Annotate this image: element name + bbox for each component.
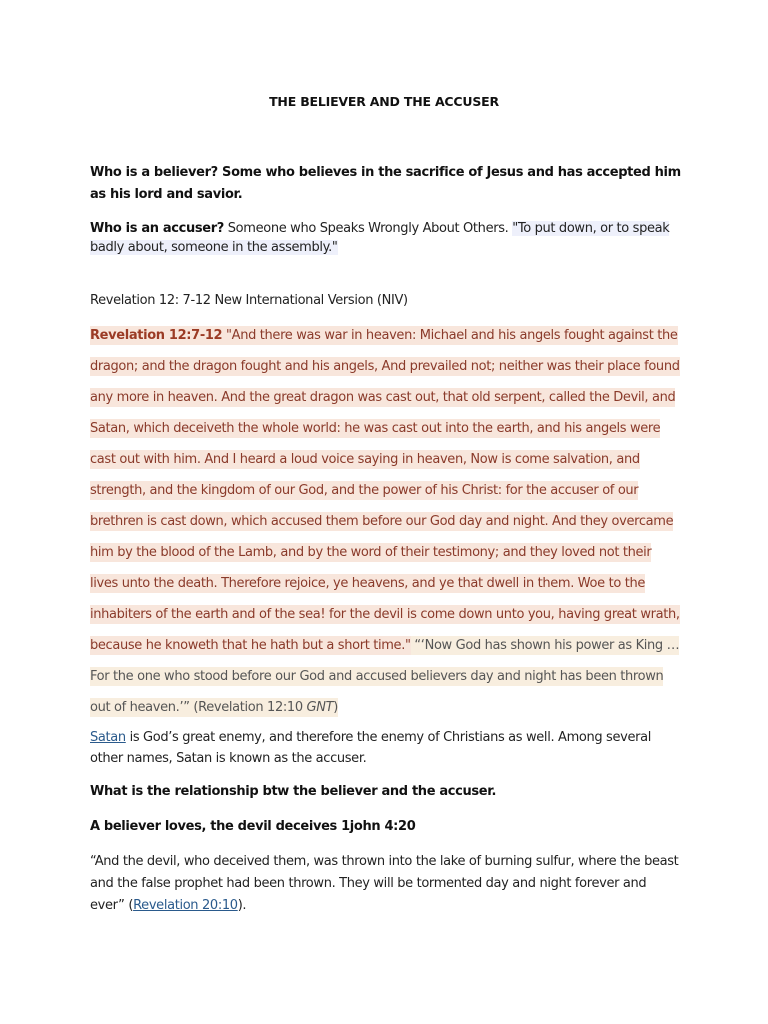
accuser-quote: "To put down, or to speak badly about, someone in the assembly." (90, 221, 670, 255)
gnt-text: “‘Now God has shown his power as King … For the one who stood before our God and accused believers day and night has been thrown out of heaven.’” (Revelation 12:10 (90, 638, 680, 715)
accuser-answer: Someone who Speaks Wrongly About Others. (223, 221, 513, 236)
accuser-question: Who is an accuser? (90, 221, 224, 236)
satan-text: is God’s great enemy, and therefore the enemy of Christians as well. Among several other names, Satan is known as the accuser. (90, 730, 651, 766)
closing-quote-text: “And the devil, who deceived them, was thrown into the lake of burning sulfur, where the beast and the false prophet had been thrown. They will be tormented day and night forever and ever” ( (90, 854, 679, 913)
gnt-version: GNT (306, 700, 334, 715)
scripture-highlight (90, 326, 680, 655)
scripture-passage (90, 320, 682, 723)
believer-answer: Some who believes in the sacrifice of Jesus and has accepted him as his lord and savior. (90, 165, 681, 202)
reference-line: Revelation 12: 7-12 New International Version (NIV) (90, 293, 408, 308)
closing-quote (90, 851, 682, 917)
closing-quote-end: ). (237, 898, 247, 913)
satan-link[interactable]: Satan (90, 730, 126, 745)
believer-question: Who is a believer? (90, 165, 218, 180)
relationship-heading: What is the relationship btw the believer and the accuser. (90, 784, 497, 799)
scripture-text: "And there was war in heaven: Michael and his angels fought against the dragon; and the dragon fought and his angels, And prevailed not; neither was their place found any more in heaven. And the great dragon was cast out, that old serpent, called the Devil, and Satan, which deceiveth the whole world: he was cast out into the earth, and his angels were cast out with him. And I heard a loud voice saying in heaven, Now is come salvation, and strength, and the kingdom of our God, and the power of his Christ: for the accuser of our brethren is cast down, which accused them before our God day and night. And they overcame him by the blood of the Lamb, and by the word of their testimony; and they loved not their lives unto the death. Therefore rejoice, ye heavens, and ye that dwell in them. Woe to the inhabiters of the earth and of the sea! for the devil is come down unto you, having great wrath, because he knoweth that he hath but a short time." (90, 328, 680, 653)
satan-paragraph (90, 727, 682, 769)
scripture-ref: Revelation 12:7-12 (90, 328, 223, 343)
document-title: THE BELIEVER AND THE ACCUSER (269, 94, 499, 109)
gnt-close: ) (333, 700, 338, 715)
revelation-20-10-link[interactable]: Revelation 20:10 (133, 898, 238, 913)
loves-deceives-heading: A believer loves, the devil deceives 1john 4:20 (90, 819, 416, 834)
accuser-definition (90, 219, 682, 257)
believer-definition (90, 162, 682, 206)
